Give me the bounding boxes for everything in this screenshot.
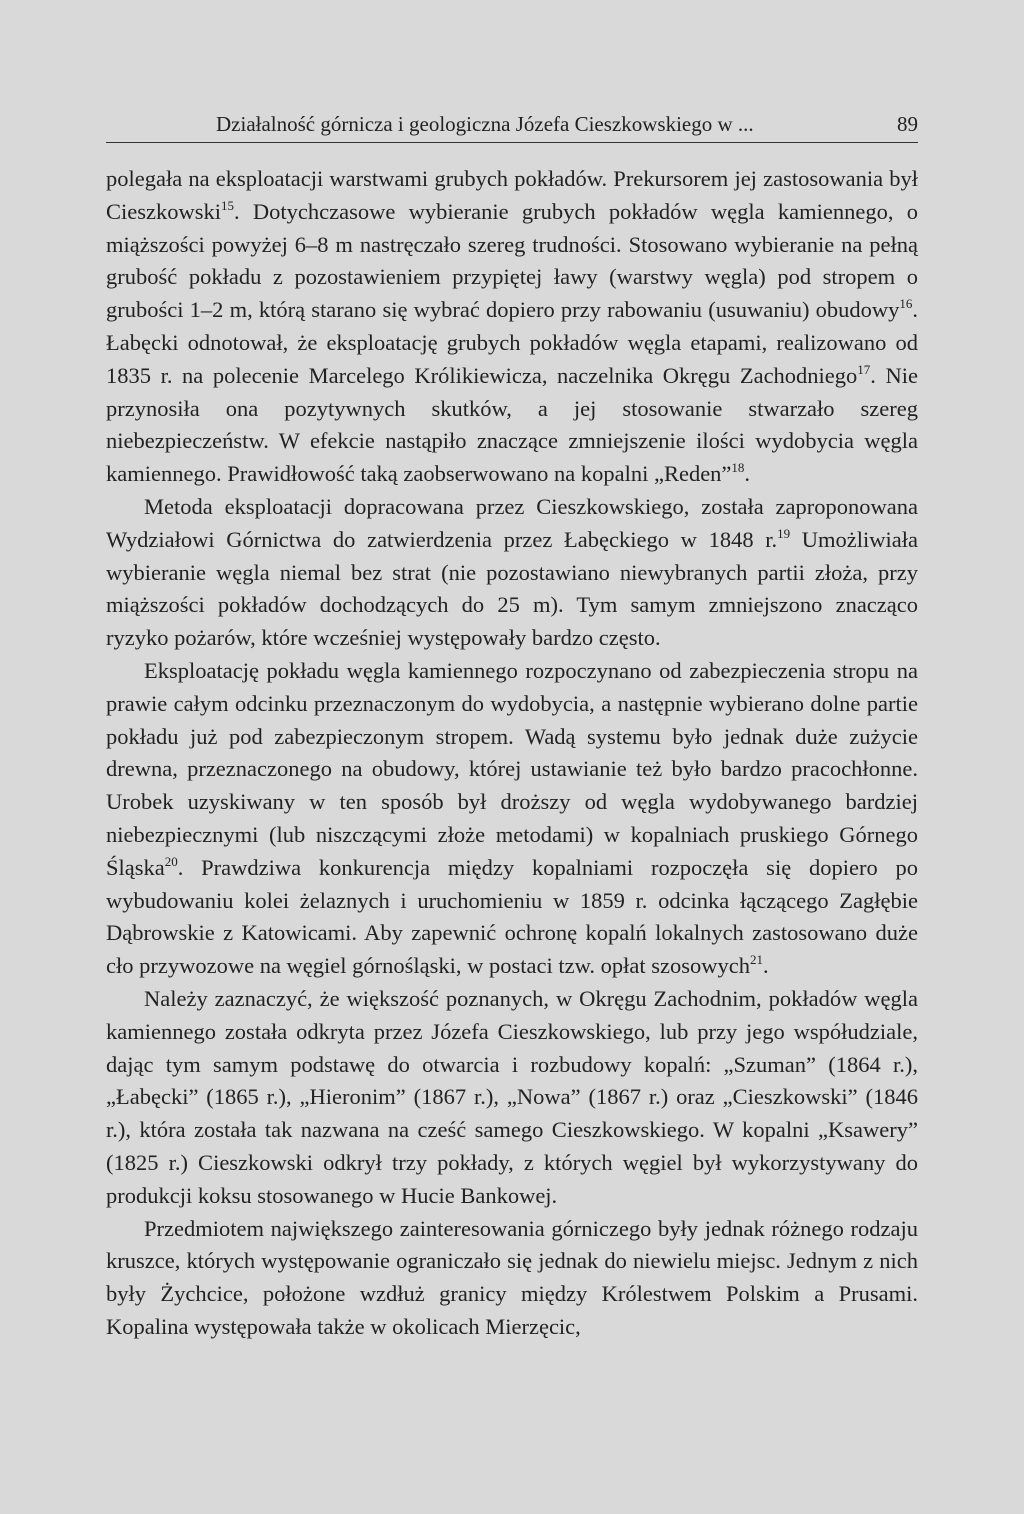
paragraph-text: Metoda eksploatacji dopracowana przez Cieszkowskiego, została zaproponowana Wydziałowi Górnictwa do zatwierdzenia przez Łabęckiego w 1848 r. [106,493,918,552]
paragraph-text: . Dotychczasowe wybieranie grubych pokładów węgla kamiennego, o miąższości powyżej 6–8 m nastręczało szereg trudności. Stosowano wybieranie na pełną grubość pokładu z pozostawieniem przypiętej ławy (warstwy węgla) pod stropem o grubości 1–2 m, którą starano się wybrać dopiero przy rabowaniu (usuwaniu) obudowy [106,198,918,323]
paragraph-text: . [763,953,769,979]
paragraph-text: Należy zaznaczyć, że większość poznanych, w Okręgu Zachodnim, pokładów węgla kamiennego została odkryta przez Józefa Cieszkowskiego, lub przy jego współudziale, dając tym samym podstawę do otwarcia i rozbudowy kopalń: „Szuman” (1864 r.), „Łabęcki” (1865 r.), „Hieronim” (1867 r.), „Nowa” (1867 r.) oraz „Cieszkowski” (1846 r.), która została tak nazwana na cześć samego Cieszkowskiego. W kopalni „Ksawery” (1825 r.) Cieszkowski odkrył trzy pokłady, z których węgiel był wykorzystywany do produkcji koksu stosowanego w Hucie Bankowej. [106,985,918,1208]
paragraph [106,1213,918,1344]
paragraph [106,983,918,1213]
paragraph-text: . [744,461,751,487]
footnote-ref: 15 [221,197,234,213]
paragraph-text: . Łabęcki odnotował, że eksploatację grubych pokładów węgla etapami, realizowano od 1835 r. na polecenie Marcelego Królikiewicza, naczelnika Okręgu Zachodniego [106,297,918,388]
page-number: 89 [897,112,918,136]
paragraph [106,163,918,491]
paragraph [106,491,918,655]
paragraph-text: Eksploatację pokładu węgla kamiennego rozpoczynano od zabezpieczenia stropu na prawie całym odcinku przeznaczonym do wydobycia, a następnie wybierano dolne partie pokładu już pod zabezpieczonym stropem. Wadą systemu było jednak duże zużycie drewna, przeznaczonego na obudowy, której ustawianie też było bardzo pracochłonne. Urobek uzyskiwany w ten sposób był droższy od węgla wydobywanego bardziej niebezpiecznymi (lub niszczącymi złoże metodami) w kopalniach pruskiego Górnego Śląska [106,657,918,880]
footnote-ref: 20 [164,853,178,869]
paragraph-text: Przedmiotem największego zainteresowania górniczego były jednak różnego rodzaju kruszce, których występowanie ograniczało się jednak do niewielu miejsc. Jednym z nich były Żychcice, położone wzdłuż granicy między Królestwem Polskim a Prusami. Kopalina występowała także w okolicach Mierzęcic, [106,1215,918,1339]
footnote-ref: 18 [731,460,745,476]
footnote-ref: 19 [777,525,791,541]
running-header [106,110,918,143]
footnote-ref: 21 [750,952,763,968]
paragraph-text: polegała na eksploatacji warstwami grubych pokładów. Prekursorem jej zastosowania był Cieszkowski [106,166,918,224]
footnote-ref: 16 [899,296,913,312]
header-title: Działalność górnicza i geologiczna Józefa Cieszkowskiego w ... [216,112,754,136]
footnote-ref: 17 [857,361,871,377]
paragraph [106,655,918,983]
paragraph-text: Umożliwiała wybieranie węgla niemal bez strat (nie pozostawiano niewybranych partii złoża, przy miąższości pokładów dochodzących do 25 m). Tym samym zmniejszono znacząco ryzyko pożarów, które wcześniej występowały bardzo często. [106,526,918,651]
body-text [106,163,918,1344]
paragraph-text: . Nie przynosiła ona pozytywnych skutków, a jej stosowanie stwarzało szereg niebezpieczeństw. W efekcie nastąpiło znaczące zmniejszenie ilości wydobycia węgla kamiennego. Prawidłowość taką zaobserwowano na kopalni „Reden” [106,362,918,487]
paragraph-text: . Prawdziwa konkurencja między kopalniami rozpoczęła się dopiero po wybudowaniu kolei żelaznych i uruchomieniu w 1859 r. odcinka łączącego Zagłębie Dąbrowskie z Katowicami. Aby zapewnić ochronę kopalń lokalnych zastosowano duże cło przywozowe na węgiel górnośląski, w postaci tzw. opłat szosowych [106,854,918,979]
